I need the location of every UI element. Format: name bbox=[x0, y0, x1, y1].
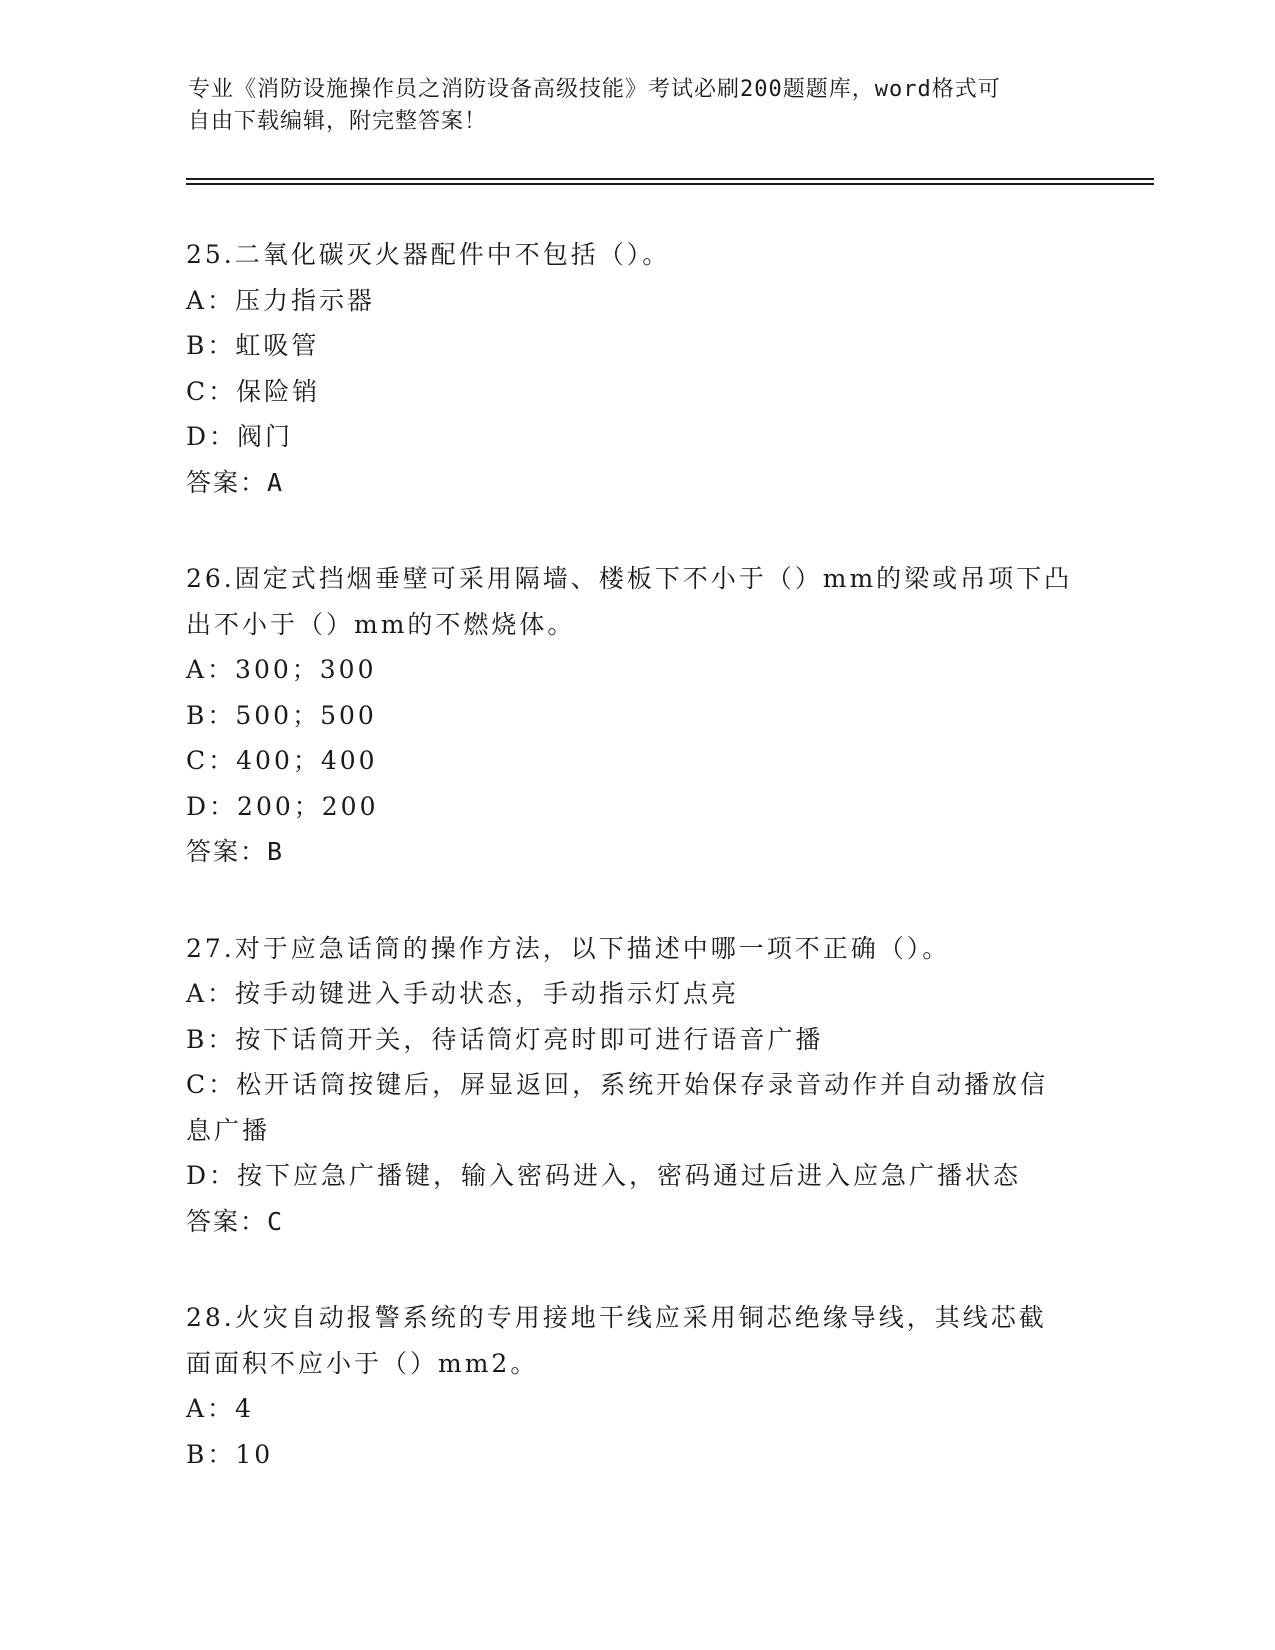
answer-label: 答案：A bbox=[186, 467, 285, 497]
header-title-line-1: 专业《消防设施操作员之消防设备高级技能》考试必刷200题题库，word格式可 bbox=[188, 77, 1001, 102]
option-c: C：保险销 bbox=[186, 376, 321, 406]
question-28 bbox=[186, 1295, 1086, 1477]
option-d: D：按下应急广播键，输入密码进入，密码通过后进入应急广播状态 bbox=[186, 1161, 1022, 1190]
question-stem-continued: 面面积不应小于（）mm2。 bbox=[186, 1348, 539, 1378]
question-27 bbox=[186, 926, 1086, 1245]
answer-label: 答案：C bbox=[186, 1206, 285, 1236]
option-b: B：10 bbox=[186, 1439, 274, 1469]
question-25 bbox=[186, 232, 1086, 505]
document-header bbox=[188, 74, 1068, 138]
option-b: B：500；500 bbox=[186, 700, 377, 730]
option-d: D：200；200 bbox=[186, 791, 379, 821]
question-stem: 27.对于应急话筒的操作方法，以下描述中哪一项不正确（）。 bbox=[186, 933, 951, 963]
question-stem: 26.固定式挡烟垂壁可采用隔墙、楼板下不小于（）mm的梁或吊项下凸 bbox=[186, 564, 1073, 593]
option-a: A：4 bbox=[186, 1394, 254, 1423]
option-c: C：400；400 bbox=[186, 746, 378, 775]
question-stem-continued: 出不小于（）mm的不燃烧体。 bbox=[186, 609, 576, 639]
option-d: D：阀门 bbox=[186, 422, 294, 451]
header-title-line-2: 自由下载编辑，附完整答案！ bbox=[188, 109, 488, 134]
option-b: B：按下话筒开关，待话筒灯亮时即可进行语音广播 bbox=[186, 1024, 824, 1054]
option-c: C：松开话筒按键后，屏显返回，系统开始保存录音动作并自动播放信 bbox=[186, 1070, 1049, 1099]
option-a: A：按手动键进入手动状态，手动指示灯点亮 bbox=[186, 979, 740, 1008]
option-a: A：300；300 bbox=[186, 655, 377, 684]
header-divider-bottom bbox=[186, 183, 1154, 185]
header-divider-top bbox=[186, 178, 1154, 180]
option-c-continued: 息广播 bbox=[186, 1115, 271, 1145]
answer-label: 答案：B bbox=[186, 837, 285, 866]
question-list bbox=[186, 232, 1086, 1528]
question-26 bbox=[186, 556, 1086, 875]
question-stem: 25.二氧化碳灭火器配件中不包括（）。 bbox=[186, 240, 671, 269]
option-a: A：压力指示器 bbox=[186, 285, 376, 315]
question-stem: 28.火灾自动报警系统的专用接地干线应采用铜芯绝缘导线，其线芯截 bbox=[186, 1303, 1047, 1332]
option-b: B：虹吸管 bbox=[186, 331, 320, 360]
